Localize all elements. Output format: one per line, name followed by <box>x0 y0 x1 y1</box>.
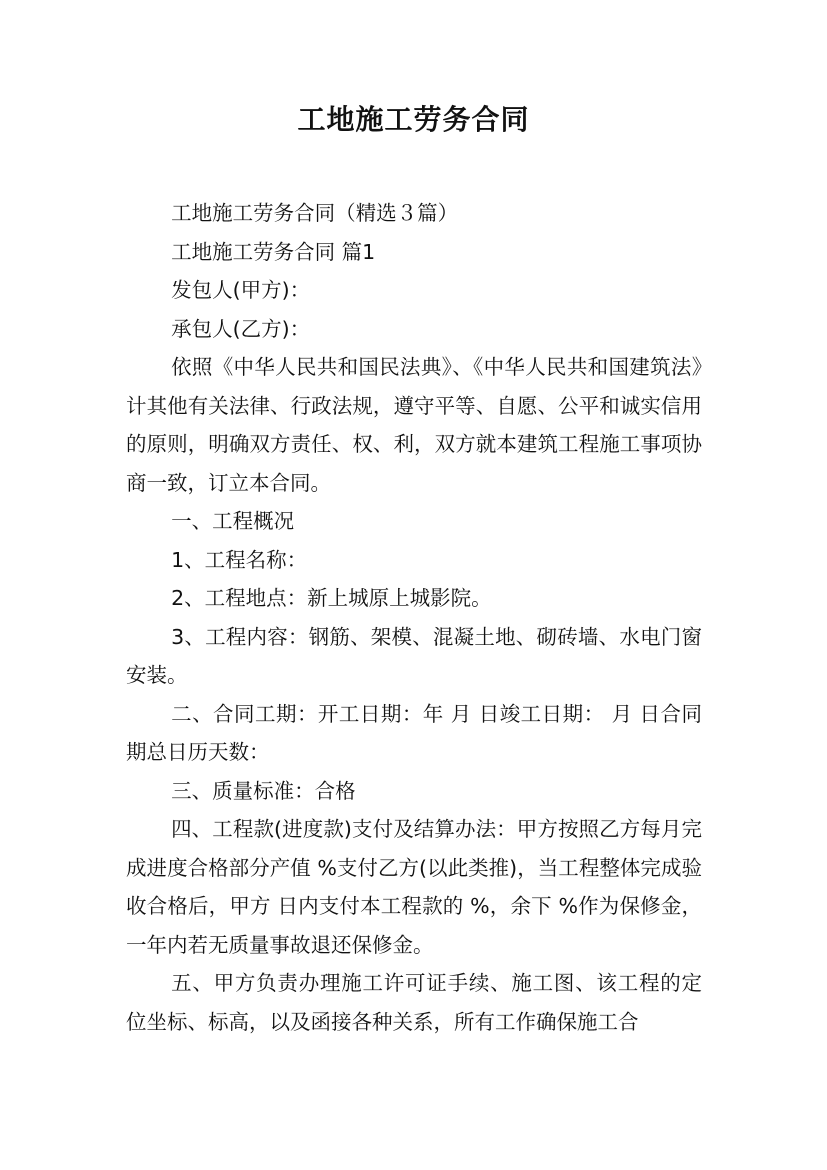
item-project-content: 3、工程内容：钢筋、架模、混凝土地、砌砖墙、水电门窗安装。 <box>126 624 702 687</box>
paragraph-preamble: 依照《中华人民共和国民法典》、《中华人民共和国建筑法》计其他有关法律、行政法规，遵守平等、自愿、公平和诚实信用的原则，明确双方责任、权、利，双方就本建筑工程施工事项协商一致，订立本合同。 <box>126 355 702 495</box>
document-body <box>126 194 702 1041</box>
section-project-overview: 一、工程概况 <box>171 509 295 533</box>
paragraph-party-a: 发包人(甲方)： <box>171 278 311 302</box>
section-payment: 四、工程款(进度款)支付及结算办法：甲方按照乙方每月完成进度合格部分产值 %支付乙方(以此类推)，当工程整体完成验收合格后，甲方 日内支付本工程款的 %，余下 %作为保修金，一年内若无质量事故退还保修金。 <box>126 817 702 957</box>
paragraph-part-heading: 工地施工劳务合同 篇1 <box>171 239 376 264</box>
item-project-name: 1、工程名称： <box>171 547 308 572</box>
paragraph-party-b: 承包人(乙方)： <box>171 316 311 341</box>
section-contract-period: 二、合同工期：开工日期：年 月 日竣工日期： 月 日合同期总日历天数： <box>126 701 702 764</box>
section-party-a-duties: 五、甲方负责办理施工许可证手续、施工图、该工程的定位坐标、标高，以及函接各种关系，所有工作确保施工合 <box>126 971 702 1034</box>
document-title: 工地施工劳务合同 <box>297 103 530 136</box>
item-project-location: 2、工程地点：新上城原上城影院。 <box>171 586 492 610</box>
paragraph-subtitle: 工地施工劳务合同（精选３篇） <box>171 201 459 225</box>
section-quality-standard: 三、质量标准：合格 <box>171 778 356 803</box>
